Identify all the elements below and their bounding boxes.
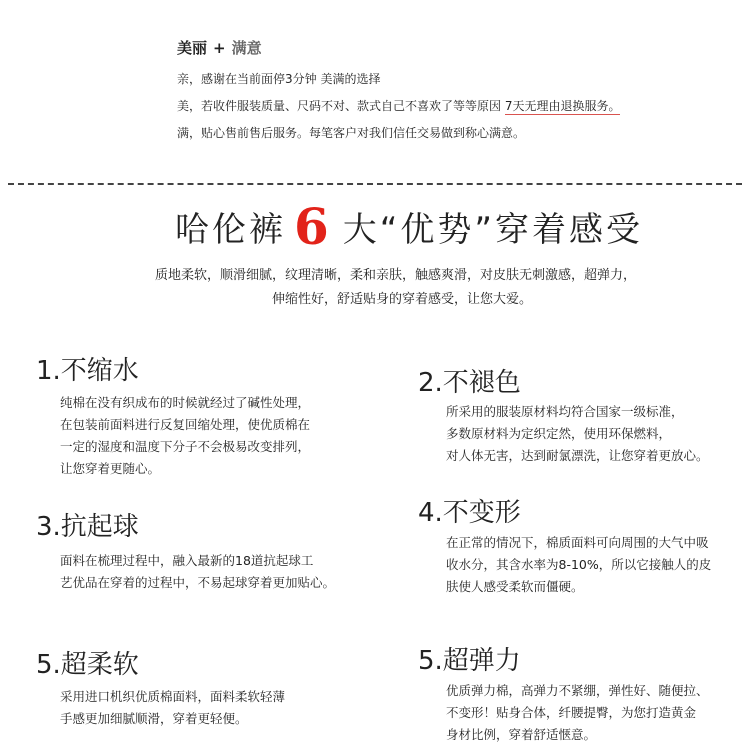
feature-line: 肤使人感受柔软而僵硬。: [446, 579, 584, 594]
feature-line: 所采用的服装原材料均符合国家一级标准，: [446, 404, 684, 419]
headline-number: 6: [294, 196, 329, 256]
headline-text-after: 大“优势”穿着感受: [342, 209, 644, 250]
headline: [175, 196, 644, 256]
feature-line: 在正常的情况下，棉质面料可向周围的大气中吸: [446, 535, 709, 550]
feature-line: 让您穿着更随心。: [60, 461, 161, 476]
return-policy-highlight: 7天无理由退换服务。: [504, 99, 621, 113]
feature-title: 4.不变形: [418, 498, 521, 528]
guarantee-title: [177, 37, 262, 58]
feature-description: [60, 686, 285, 730]
feature-title: 1.不缩水: [36, 356, 139, 386]
feature-title: 5.超弹力: [418, 646, 521, 676]
feature-line: 手感更加细腻顺滑，穿着更轻便。: [60, 711, 248, 726]
feature-line: 多数原材料为定织定然，使用环保燃料，: [446, 426, 672, 441]
feature-description: [446, 680, 709, 746]
dashed-divider: [8, 183, 742, 185]
headline-text-before: 哈伦裤: [175, 209, 286, 250]
guarantee-line-2-text: 美，若收件服装质量、尺码不对、款式自己不喜欢了等等原因: [177, 99, 505, 113]
guarantee-title-left: 美丽: [177, 39, 208, 57]
feature-title: 5.超柔软: [36, 650, 139, 680]
guarantee-title-plus: +: [213, 39, 226, 57]
guarantee-line-2: [177, 97, 620, 114]
guarantee-line-1: 亲，感谢在当前面停3分钟 美满的选择: [177, 72, 381, 86]
guarantee-line-3: 满，贴心售前售后服务。每笔客户对我们信任交易做到称心满意。: [177, 126, 526, 140]
feature-line: 身材比例，穿着舒适惬意。: [446, 727, 597, 742]
feature-line: 艺优品在穿着的过程中，不易起球穿着更加贴心。: [60, 575, 336, 590]
feature-line: 不变形！贴身合体，纤腰提臀，为您打造黄金: [446, 705, 697, 720]
subheading-line-2: 伸缩性好，舒适贴身的穿着感受，让您大爱。: [272, 292, 533, 307]
feature-line: 面料在梳理过程中，融入最新的18道抗起球工: [60, 553, 314, 568]
feature-description: [60, 392, 310, 480]
feature-description: [446, 532, 711, 598]
guarantee-title-right: 满意: [231, 39, 262, 57]
subheading-line-1: 质地柔软，顺滑细腻，纹理清晰，柔和亲肤，触感爽滑，对皮肤无刺激感，超弹力，: [155, 268, 637, 283]
feature-line: 纯棉在没有织成布的时候就经过了碱性处理，: [60, 395, 311, 410]
feature-line: 对人体无害，达到耐氯漂洗，让您穿着更放心。: [446, 448, 709, 463]
feature-description: [60, 550, 335, 594]
feature-line: 在包装前面料进行反复回缩处理，使优质棉在: [60, 417, 311, 432]
feature-title: 2.不褪色: [418, 368, 521, 398]
feature-description: [446, 401, 709, 467]
feature-line: 采用进口机织优质棉面料，面料柔软轻薄: [60, 689, 286, 704]
feature-line: 一定的湿度和温度下分子不会极易改变排列，: [60, 439, 311, 454]
feature-line: 优质弹力棉，高弹力不紧绷，弹性好、随便拉、: [446, 683, 709, 698]
feature-title: 3.抗起球: [36, 512, 139, 542]
feature-line: 收水分，其含水率为8-10%，所以它接触人的皮: [446, 557, 712, 572]
